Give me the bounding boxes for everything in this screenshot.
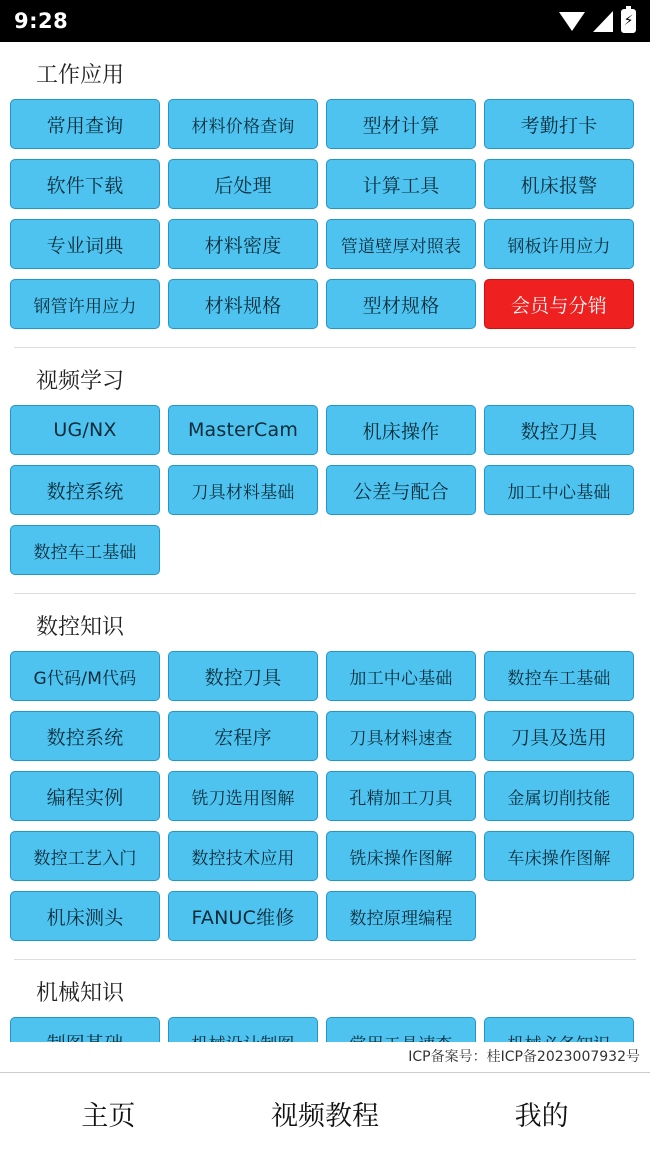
tile-button[interactable]: 管道壁厚对照表: [326, 219, 476, 269]
tile-button[interactable]: 编程实例: [10, 771, 160, 821]
tile-button[interactable]: 机床测头: [10, 891, 160, 941]
tile-grid: [10, 405, 640, 575]
main-scroll-area[interactable]: [0, 42, 650, 1072]
tile-button[interactable]: G代码/M代码: [10, 651, 160, 701]
tile-button[interactable]: 数控技术应用: [168, 831, 318, 881]
tile-button[interactable]: 考勤打卡: [484, 99, 634, 149]
tile-button[interactable]: 宏程序: [168, 711, 318, 761]
tile-button[interactable]: 数控车工基础: [484, 651, 634, 701]
section-video-learning: [0, 348, 650, 575]
section-title: 数控知识: [36, 615, 125, 640]
tile-button[interactable]: FANUC维修: [168, 891, 318, 941]
icp-record-note: ICP备案号：桂ICP备2023007932号: [0, 1042, 650, 1072]
tile-button[interactable]: 钢管许用应力: [10, 279, 160, 329]
nav-home[interactable]: 主页: [81, 1101, 136, 1132]
tile-button[interactable]: 材料价格查询: [168, 99, 318, 149]
tile-button[interactable]: 刀具材料基础: [168, 465, 318, 515]
tile-grid: [10, 651, 640, 941]
bottom-navigation: [0, 1072, 650, 1154]
tile-button[interactable]: 加工中心基础: [484, 465, 634, 515]
tile-button[interactable]: 型材规格: [326, 279, 476, 329]
status-bar: [0, 0, 650, 42]
tile-button[interactable]: 刀具材料速查: [326, 711, 476, 761]
tile-button[interactable]: 金属切削技能: [484, 771, 634, 821]
section-cnc-knowledge: [0, 594, 650, 941]
tile-button[interactable]: 数控刀具: [168, 651, 318, 701]
section-title: 机械知识: [36, 981, 125, 1006]
section-title: 视频学习: [36, 369, 125, 394]
tile-button[interactable]: 常用查询: [10, 99, 160, 149]
tile-button[interactable]: 铣床操作图解: [326, 831, 476, 881]
tile-button[interactable]: 加工中心基础: [326, 651, 476, 701]
tile-button[interactable]: 公差与配合: [326, 465, 476, 515]
tile-button[interactable]: 机床报警: [484, 159, 634, 209]
tile-button[interactable]: 机床操作: [326, 405, 476, 455]
status-icon-group: [559, 9, 636, 33]
tile-button[interactable]: 后处理: [168, 159, 318, 209]
tile-grid: [10, 99, 640, 329]
tile-button[interactable]: 专业词典: [10, 219, 160, 269]
tile-button[interactable]: 数控车工基础: [10, 525, 160, 575]
section-title: 工作应用: [36, 63, 125, 88]
tile-button[interactable]: 数控系统: [10, 711, 160, 761]
tile-button[interactable]: 铣刀选用图解: [168, 771, 318, 821]
tile-button[interactable]: 软件下载: [10, 159, 160, 209]
tile-button[interactable]: 型材计算: [326, 99, 476, 149]
section-work-apps: [0, 42, 650, 329]
nav-mine[interactable]: 我的: [514, 1101, 569, 1132]
wifi-icon: [559, 12, 585, 31]
tile-button[interactable]: 车床操作图解: [484, 831, 634, 881]
nav-video-tutorial[interactable]: 视频教程: [271, 1101, 379, 1132]
tile-button[interactable]: 刀具及选用: [484, 711, 634, 761]
battery-charging-icon: ⚡: [621, 9, 636, 33]
tile-button[interactable]: 钢板许用应力: [484, 219, 634, 269]
signal-icon: [593, 11, 613, 32]
tile-button[interactable]: UG/NX: [10, 405, 160, 455]
tile-button[interactable]: 数控工艺入门: [10, 831, 160, 881]
tile-button[interactable]: 数控原理编程: [326, 891, 476, 941]
tile-button[interactable]: 材料规格: [168, 279, 318, 329]
tile-button-membership[interactable]: 会员与分销: [484, 279, 634, 329]
tile-button[interactable]: 材料密度: [168, 219, 318, 269]
tile-button[interactable]: 孔精加工刀具: [326, 771, 476, 821]
tile-button[interactable]: 数控刀具: [484, 405, 634, 455]
status-clock: 9:28: [14, 9, 69, 33]
tile-button[interactable]: 计算工具: [326, 159, 476, 209]
tile-button[interactable]: MasterCam: [168, 405, 318, 455]
tile-button[interactable]: 数控系统: [10, 465, 160, 515]
